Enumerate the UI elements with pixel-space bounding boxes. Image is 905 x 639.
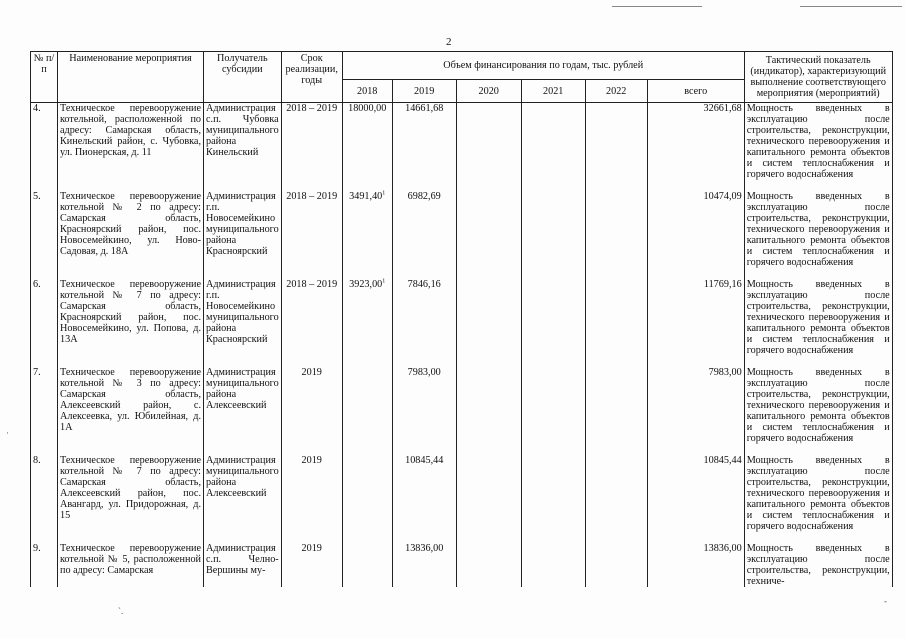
row-total: 11769,16 (647, 279, 744, 367)
row-2021 (521, 543, 585, 587)
row-2021 (521, 191, 585, 279)
row-2020 (456, 191, 521, 279)
row-num: 5. (31, 191, 58, 279)
header-year-2021: 2021 (521, 80, 585, 103)
row-2018 (342, 367, 392, 455)
header-year-2020: 2020 (456, 80, 521, 103)
row-2021 (521, 279, 585, 367)
table-row (31, 367, 893, 455)
page-number: 2 (446, 36, 452, 48)
row-indicator: Мощность введенных в эксплуатацию после строительства, реконструкции, технического перевооружения и капитального ремонта объектов и систем теплоснабжения и горячего водоснабжения (744, 103, 892, 191)
scan-artifact-line (800, 6, 902, 7)
header-total: всего (647, 80, 744, 103)
funding-table (30, 51, 893, 587)
row-name: Техническое перевооружение котельной № 7 по адресу: Самарская область, Алексеевский район, пос. Авангард, ул. Придорожная, д. 15 (58, 455, 204, 543)
row-total: 7983,00 (647, 367, 744, 455)
row-recipient: Администрация г.п. Новосемейкино муниципального района Красноярский (204, 279, 282, 367)
row-2020 (456, 279, 521, 367)
header-recipient: Получатель субсидии (204, 52, 282, 103)
row-2019: 14661,68 (392, 103, 456, 191)
row-2018: 18000,00 (342, 103, 392, 191)
header-funding: Объем финансирования по годам, тыс. рублей (342, 52, 744, 80)
row-2018 (342, 455, 392, 543)
header-num: № п/п (31, 52, 58, 103)
row-num: 9. (31, 543, 58, 587)
row-name: Техническое перевооружение котельной № 7 по адресу: Самарская область, Красноярский район, пос. Новосемейкино, ул. Попова, д. 13А (58, 279, 204, 367)
table-row (31, 103, 893, 191)
row-term: 2018 – 2019 (281, 279, 342, 367)
row-name: Техническое перевооружение котельной, расположенной по адресу: Самарская область, Кинельский район, с. Чубовка, ул. Пионерская, д. 11 (58, 103, 204, 191)
row-2021 (521, 103, 585, 191)
row-2019: 10845,44 (392, 455, 456, 543)
row-2022 (585, 191, 647, 279)
row-2022 (585, 367, 647, 455)
row-name: Техническое перевооружение котельной № 5, расположенной по адресу: Самарская (58, 543, 204, 587)
row-2020 (456, 455, 521, 543)
row-2020 (456, 103, 521, 191)
row-term: 2019 (281, 543, 342, 587)
row-name: Техническое перевооружение котельной № 2 по адресу: Самарская область, Красноярский район, пос. Новосемейкино, ул. Ново-Садовая, д. 18А (58, 191, 204, 279)
row-2020 (456, 543, 521, 587)
row-2022 (585, 103, 647, 191)
row-recipient: Администрация с.п. Челно-Вершины му- (204, 543, 282, 587)
row-num: 6. (31, 279, 58, 367)
row-total: 13836,00 (647, 543, 744, 587)
table-body (31, 103, 893, 587)
header-year-2018: 2018 (342, 80, 392, 103)
row-recipient: Администрация муниципального района Алексеевский (204, 455, 282, 543)
row-indicator: Мощность введенных в эксплуатацию после строительства, реконструкции, техниче- (744, 543, 892, 587)
row-2018 (342, 543, 392, 587)
row-2019: 7983,00 (392, 367, 456, 455)
table-header (31, 52, 893, 103)
row-name: Техническое перевооружение котельной № 3 по адресу: Самарская область, Алексеевский район, с. Алексеевка, ул. Юбилейная, д. 1А (58, 367, 204, 455)
row-2022 (585, 455, 647, 543)
row-2022 (585, 543, 647, 587)
row-recipient: Администрация муниципального района Алексеевский (204, 367, 282, 455)
footnote-mark: 1 (382, 278, 386, 285)
header-year-2022: 2022 (585, 80, 647, 103)
header-term: Срок реализации, годы (281, 52, 342, 103)
header-name: Наименование мероприятия (58, 52, 204, 103)
header-year-2019: 2019 (392, 80, 456, 103)
row-2019: 7846,16 (392, 279, 456, 367)
row-num: 4. (31, 103, 58, 191)
row-term: 2019 (281, 455, 342, 543)
row-2021 (521, 367, 585, 455)
row-2019: 13836,00 (392, 543, 456, 587)
row-indicator: Мощность введенных в эксплуатацию после строительства, реконструкции, технического перевооружения и капитального ремонта объектов и систем теплоснабжения и горячего водоснабжения (744, 191, 892, 279)
table-row (31, 543, 893, 587)
row-total: 10474,09 (647, 191, 744, 279)
row-recipient: Администрация г.п. Новосемейкино муниципального района Красноярский (204, 191, 282, 279)
row-total: 10845,44 (647, 455, 744, 543)
row-2020 (456, 367, 521, 455)
row-2018: 3491,40$^1$ (342, 191, 392, 279)
table-row (31, 455, 893, 543)
row-term: 2018 – 2019 (281, 191, 342, 279)
row-num: 7. (31, 367, 58, 455)
header-indicator: Тактический показатель (индикатор), характеризующий выполнение соответствующего мероприятия (мероприятий) (744, 52, 892, 103)
row-term: 2018 – 2019 (281, 103, 342, 191)
row-recipient: Администрация с.п. Чубовка муниципального района Кинельский (204, 103, 282, 191)
scan-speck: `. (118, 606, 124, 616)
row-indicator: Мощность введенных в эксплуатацию после строительства, реконструкции, технического перевооружения и капитального ремонта объектов и систем теплоснабжения и горячего водоснабжения (744, 279, 892, 367)
row-indicator: Мощность введенных в эксплуатацию после строительства, реконструкции, технического перевооружения и капитального ремонта объектов и систем теплоснабжения и горячего водоснабжения (744, 455, 892, 543)
row-term: 2019 (281, 367, 342, 455)
row-2018: 3923,00$^1$ (342, 279, 392, 367)
scan-speck: · (6, 428, 9, 438)
row-indicator: Мощность введенных в эксплуатацию после строительства, реконструкции, технического перевооружения и капитального ремонта объектов и систем теплоснабжения и горячего водоснабжения (744, 367, 892, 455)
table-row (31, 191, 893, 279)
row-2022 (585, 279, 647, 367)
scan-artifact-line (612, 6, 702, 7)
footnote-mark: 1 (382, 190, 386, 197)
table-row (31, 279, 893, 367)
row-total: 32661,68 (647, 103, 744, 191)
row-2021 (521, 455, 585, 543)
scan-speck: - (884, 596, 887, 606)
row-num: 8. (31, 455, 58, 543)
row-2019: 6982,69 (392, 191, 456, 279)
